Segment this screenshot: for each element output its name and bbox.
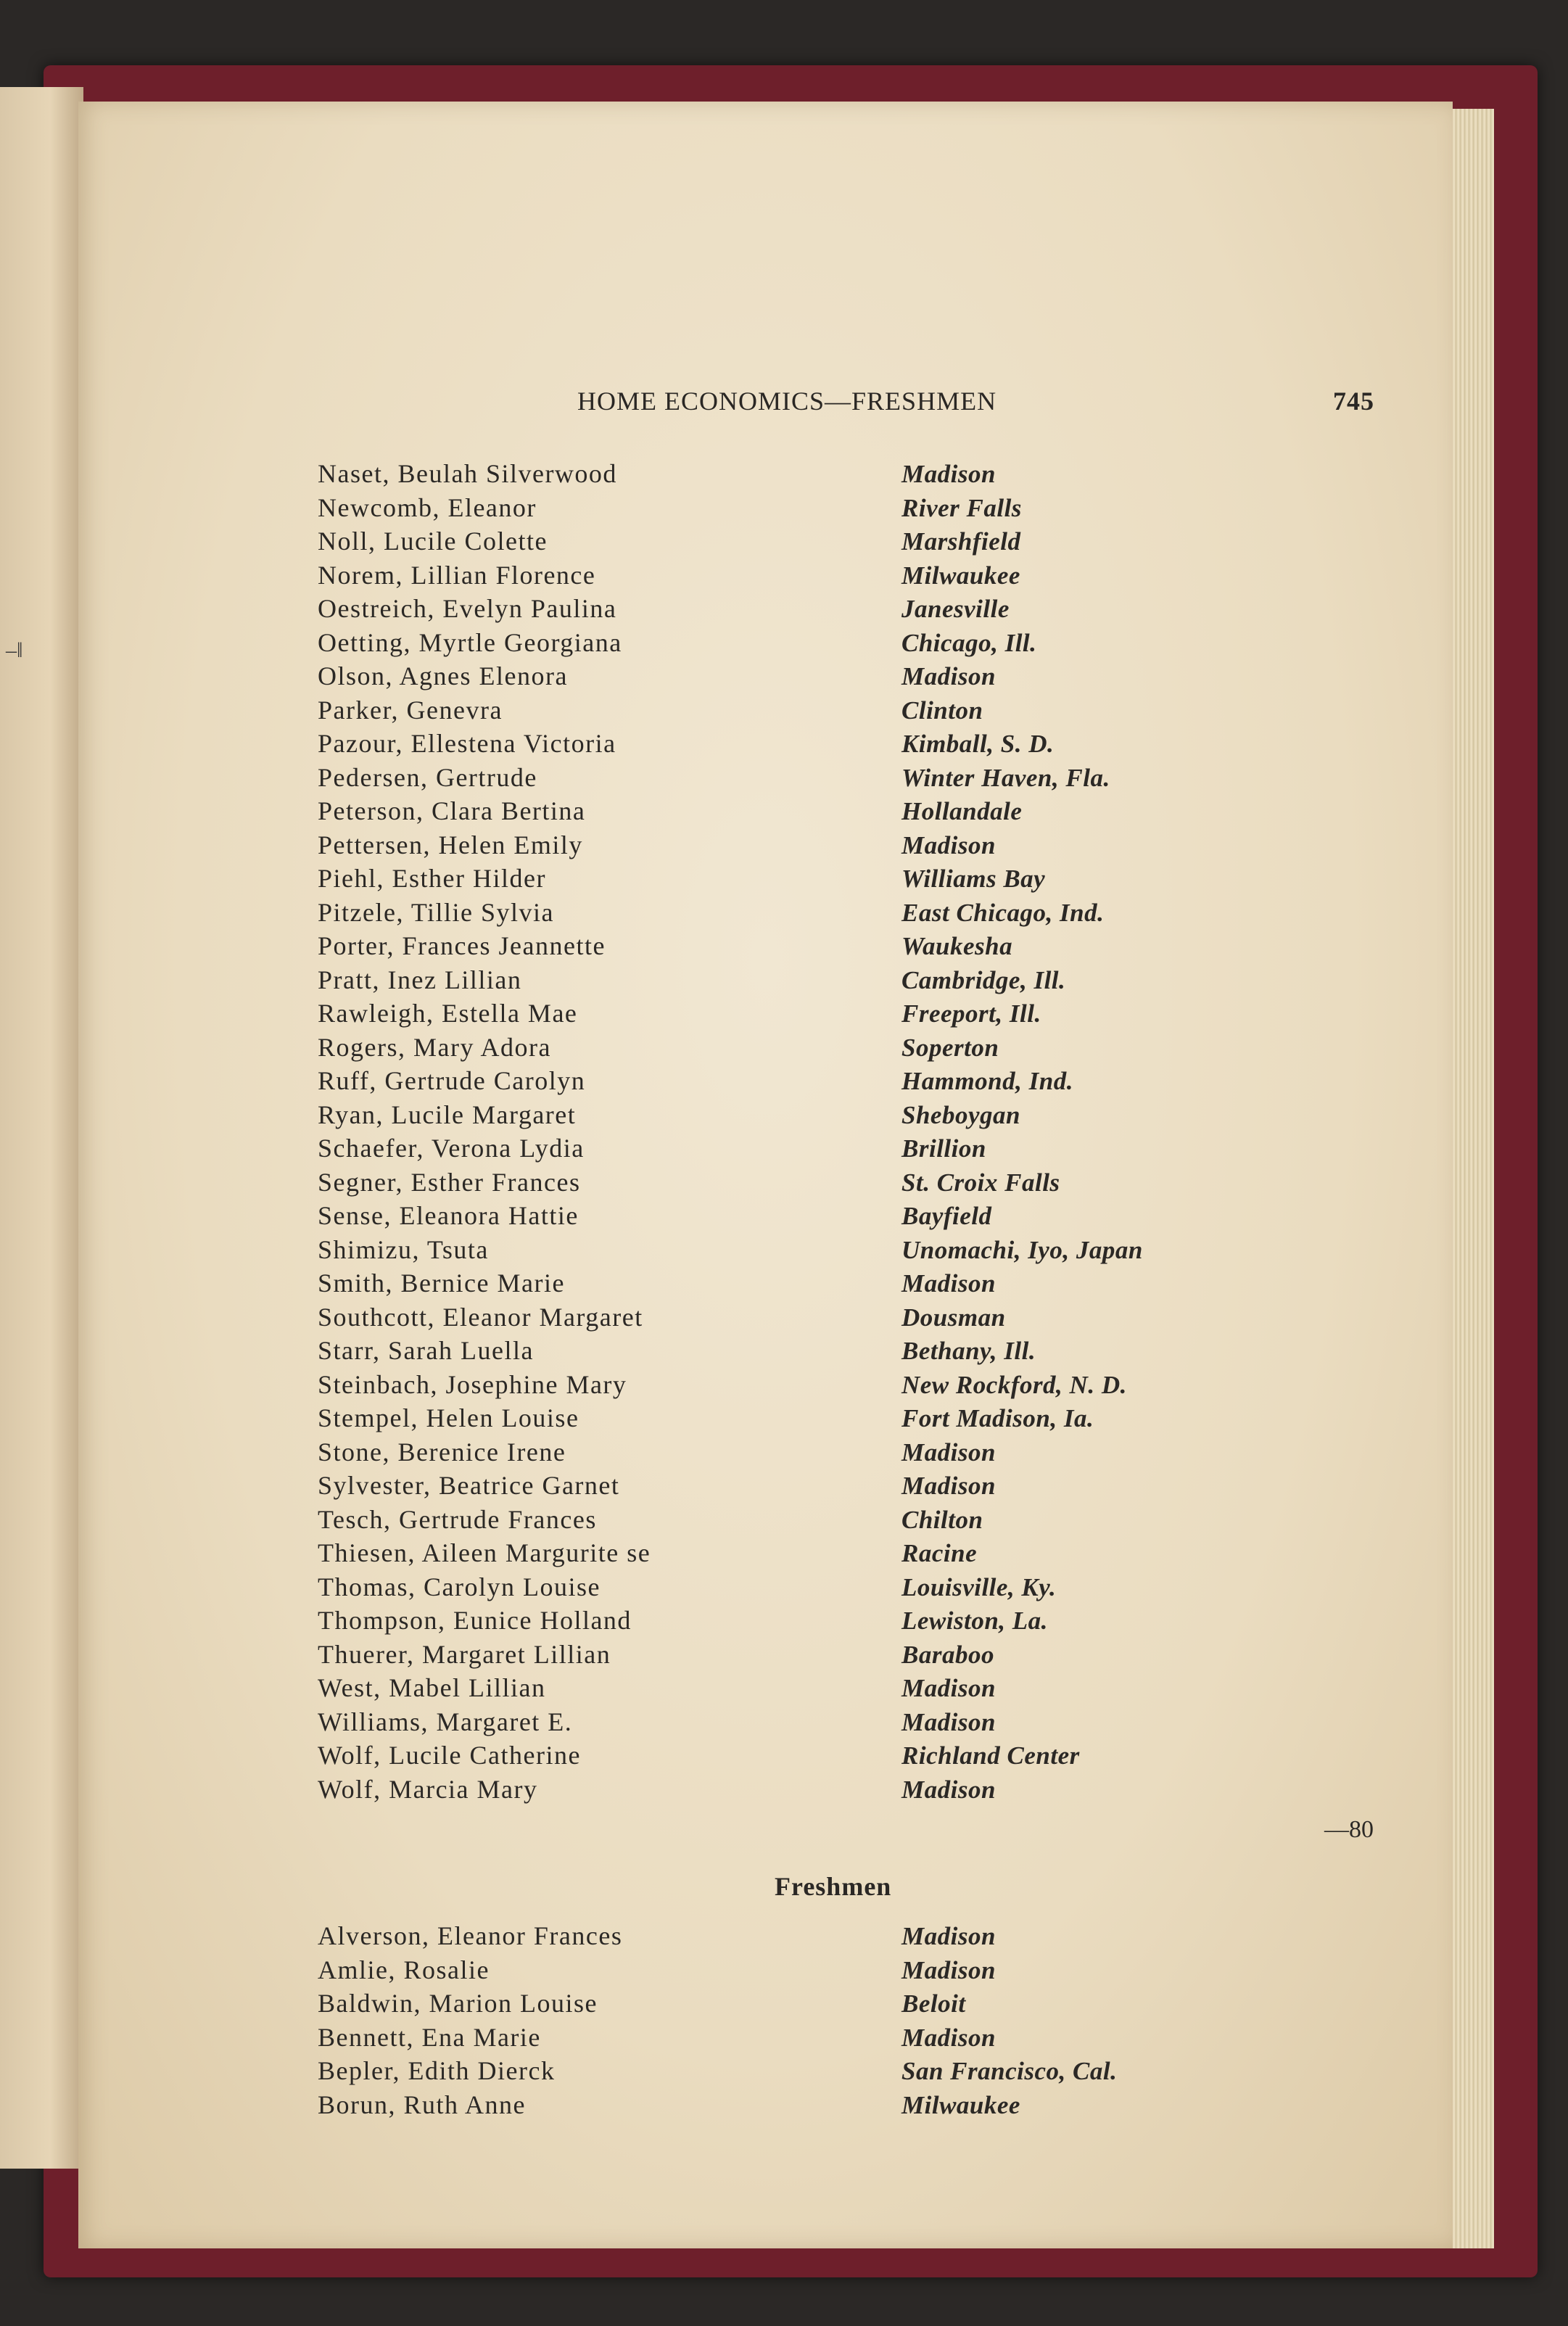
student-hometown: Madison [901,1438,996,1467]
student-hometown: Clinton [901,696,983,725]
student-hometown: Fort Madison, Ia. [901,1404,1094,1432]
student-hometown: Williams Bay [901,865,1046,893]
student-name: Sylvester, Beatrice Garnet [318,1471,620,1500]
student-hometown: Beloit [901,1989,966,2018]
student-name: Ruff, Gertrude Carolyn [318,1066,586,1095]
student-name: West, Mabel Lillian [318,1673,546,1702]
student-name: Rogers, Mary Adora [318,1032,551,1062]
student-hometown: New Rockford, N. D. [901,1370,1127,1399]
student-hometown: Dousman [901,1303,1006,1332]
student-hometown: Madison [901,1707,996,1736]
page-title: HOME ECONOMICS—FRESHMEN [577,387,997,416]
student-hometown: Chicago, Ill. [901,628,1037,657]
student-name: Olson, Agnes Elenora [318,661,568,690]
student-name: Thompson, Eunice Holland [318,1606,632,1635]
student-hometown: Hammond, Ind. [901,1067,1073,1095]
student-hometown: Madison [901,1674,996,1702]
student-hometown: Madison [901,1775,996,1804]
student-hometown: Hollandale [901,797,1023,825]
student-name: Oetting, Myrtle Georgiana [318,627,622,657]
student-name: Norem, Lillian Florence [318,560,596,590]
student-name: Wolf, Marcia Mary [318,1774,538,1804]
student-hometown: Madison [901,1269,996,1298]
student-hometown: Louisville, Ky. [901,1572,1057,1601]
student-name: Baldwin, Marion Louise [318,1989,598,2018]
student-name: Starr, Sarah Luella [318,1336,534,1365]
student-hometown: Madison [901,1922,996,1950]
student-hometown: Milwaukee [901,2090,1020,2119]
student-hometown: Soperton [901,1033,999,1062]
student-hometown: San Francisco, Cal. [901,2057,1118,2085]
student-hometown: Madison [901,2023,996,2052]
left-page-edge [0,87,83,2169]
book-page [78,102,1453,2248]
student-hometown: Baraboo [901,1640,994,1669]
student-name: Rawleigh, Estella Mae [318,999,578,1028]
student-hometown: Sheboygan [901,1100,1020,1129]
student-name: Tesch, Gertrude Frances [318,1504,597,1534]
student-hometown: Madison [901,1472,996,1500]
student-name: Pitzele, Tillie Sylvia [318,897,555,927]
student-hometown: Kimball, S. D. [901,730,1055,758]
student-name: Naset, Beulah Silverwood [318,459,617,488]
student-hometown: Bethany, Ill. [901,1337,1036,1365]
student-hometown: Madison [901,1955,996,1984]
student-name: Ryan, Lucile Margaret [318,1100,577,1129]
student-name: Segner, Esther Frances [318,1167,581,1197]
student-name: Peterson, Clara Bertina [318,796,586,825]
student-name: Thomas, Carolyn Louise [318,1572,601,1601]
student-name: Williams, Margaret E. [318,1707,573,1736]
section-heading-freshmen: Freshmen [775,1872,892,1901]
student-hometown: Janesville [901,595,1010,623]
student-name: Parker, Genevra [318,695,503,725]
student-hometown: Winter Haven, Fla. [901,763,1110,792]
running-header [78,386,1453,422]
student-name: Sense, Eleanora Hattie [318,1201,579,1230]
student-name: Shimizu, Tsuta [318,1234,489,1264]
student-hometown: Lewiston, La. [901,1607,1048,1635]
student-name: Noll, Lucile Colette [318,527,548,556]
student-name: Borun, Ruth Anne [318,2090,527,2119]
student-hometown: Marshfield [901,527,1021,556]
student-name: Newcomb, Eleanor [318,492,537,522]
student-hometown: St. Croix Falls [901,1168,1060,1197]
page-number: 745 [1333,387,1374,416]
student-hometown: River Falls [901,493,1022,522]
student-name: Pettersen, Helen Emily [318,830,583,859]
student-name: Thiesen, Aileen Margurite se [318,1538,651,1567]
student-hometown: Racine [901,1539,978,1567]
student-name: Alverson, Eleanor Frances [318,1921,623,1950]
student-name: Piehl, Esther Hilder [318,864,546,893]
student-hometown: Bayfield [901,1202,992,1230]
student-name: Oestreich, Evelyn Paulina [318,594,617,623]
student-hometown: Freeport, Ill. [901,999,1041,1028]
student-name: Bepler, Edith Dierck [318,2056,556,2085]
student-hometown: Milwaukee [901,561,1020,590]
student-hometown: Richland Center [901,1741,1080,1770]
student-name: Pratt, Inez Lillian [318,965,522,994]
student-hometown: Chilton [901,1505,983,1534]
student-hometown: Madison [901,460,996,488]
student-name: Steinbach, Josephine Mary [318,1369,627,1399]
student-name: Stempel, Helen Louise [318,1403,579,1432]
student-hometown: Madison [901,830,996,859]
student-count-total: —80 [1324,1816,1374,1843]
student-hometown: Brillion [901,1134,986,1163]
student-name: Bennett, Ena Marie [318,2022,541,2052]
student-name: Southcott, Eleanor Margaret [318,1302,643,1332]
student-name: Wolf, Lucile Catherine [318,1741,581,1770]
student-name: Amlie, Rosalie [318,1955,490,1984]
student-hometown: East Chicago, Ind. [901,898,1105,927]
student-hometown: Waukesha [901,932,1013,960]
left-page-mark: –‖ [6,638,23,662]
student-name: Stone, Berenice Irene [318,1437,566,1467]
student-name: Schaefer, Verona Lydia [318,1134,585,1163]
student-name: Thuerer, Margaret Lillian [318,1639,611,1669]
student-name: Pazour, Ellestena Victoria [318,729,616,758]
student-hometown: Cambridge, Ill. [901,965,1066,994]
student-name: Porter, Frances Jeannette [318,931,606,960]
student-name: Smith, Bernice Marie [318,1269,565,1298]
student-hometown: Unomachi, Iyo, Japan [901,1235,1143,1264]
student-hometown: Madison [901,662,996,690]
student-name: Pedersen, Gertrude [318,762,537,792]
